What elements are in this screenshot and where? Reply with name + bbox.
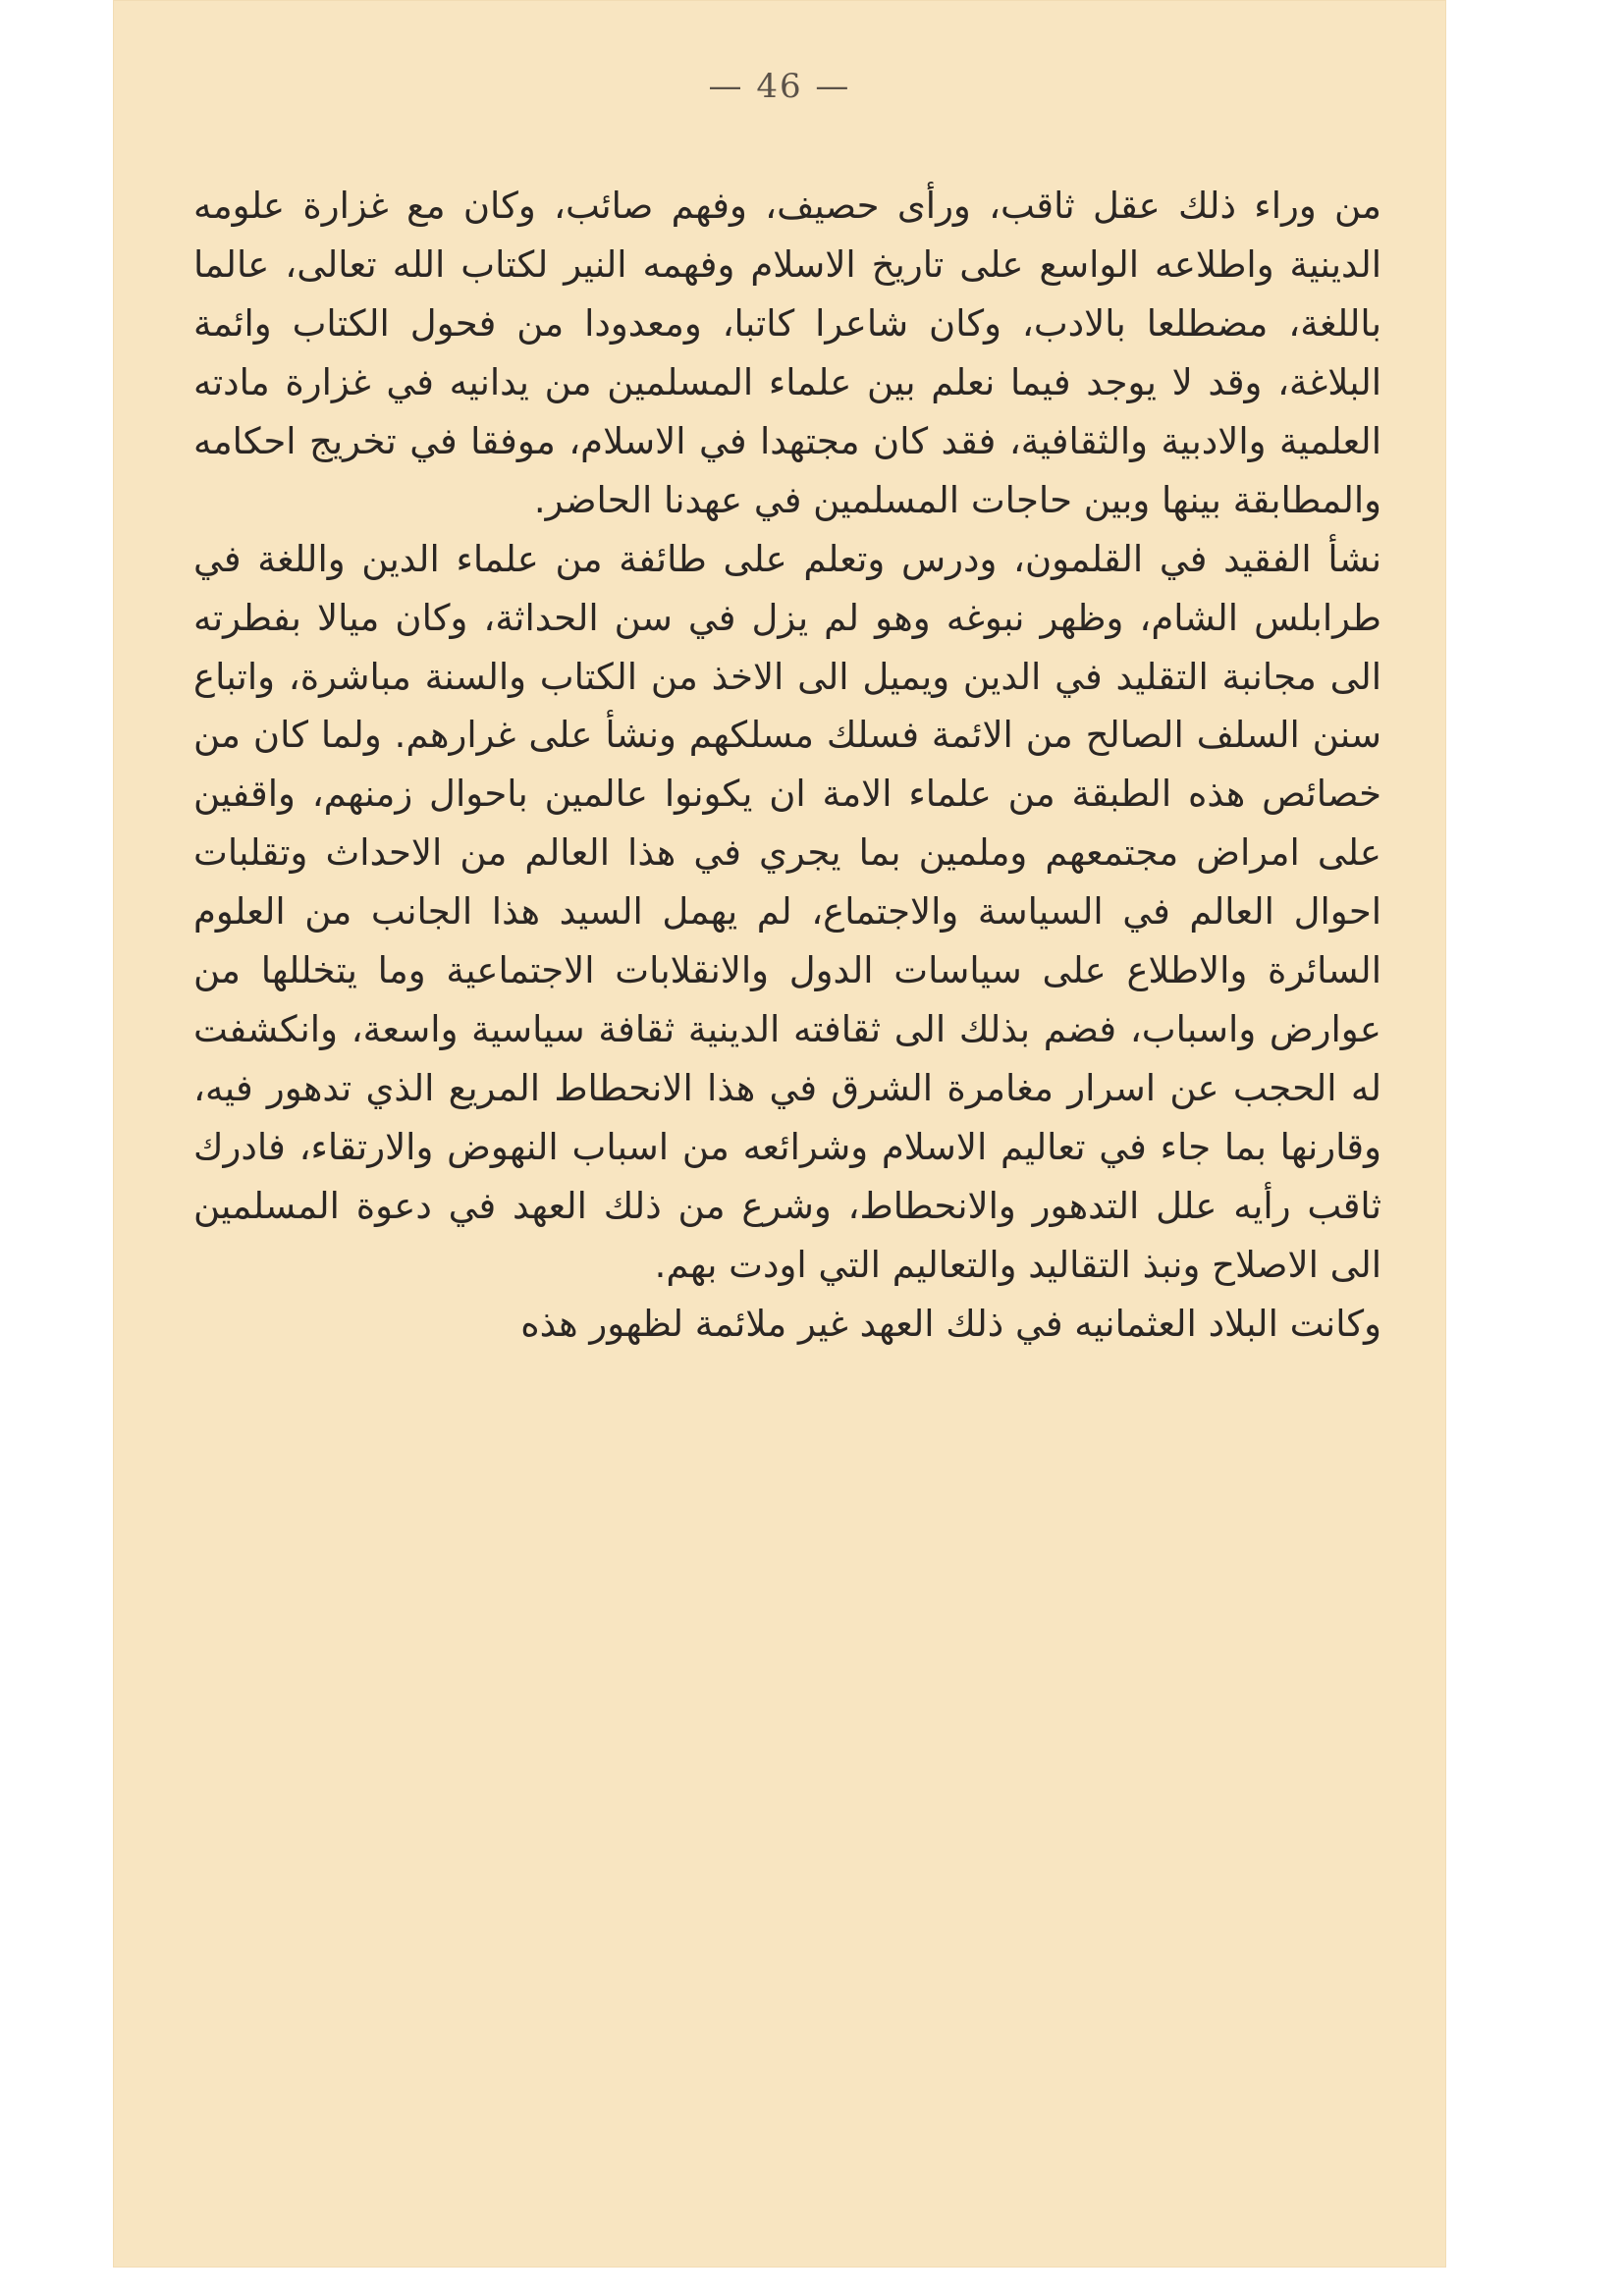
paragraph-3: وكانت البلاد العثمانيه في ذلك العهد غير ملائمة لظهور هذه xyxy=(520,1302,1381,1345)
book-page xyxy=(113,0,1446,2268)
body-text xyxy=(193,177,1381,1354)
page-number: — 46 — xyxy=(708,67,851,106)
paragraph-2: نشأ الفقيد في القلمون، ودرس وتعلم على طائفة من علماء الدين واللغة في طرابلس الشام، وظهر نبوغه وهو لم يزل في سن الحداثة، وكان ميالا بفطرته الى مجانبة التقليد في الدين ويميل الى الاخذ من الكتاب والسنة مباشرة، واتباع سنن السلف الصالح من الائمة فسلك مسلكهم ونشأ على غرارهم. ولما كان من خصائص هذه الطبقة من علماء الامة ان يكونوا عالمين باحوال زمنهم، واقفين على امراض مجتمعهم وملمين بما يجري في هذا العالم من الاحداث وتقلبات احوال العالم في السياسة والاجتماع، لم يهمل السيد هذا الجانب من العلوم السائرة والاطلاع على سياسات الدول والانقلابات الاجتماعية وما يتخللها من عوارض واسباب، فضم بذلك الى ثقافته الدينية ثقافة سياسية واسعة، وانكشفت له الحجب عن اسرار مغامرة الشرق في هذا الانحطاط المريع الذي تدهور فيه، وقارنها بما جاء في تعاليم الاسلام وشرائعه من اسباب النهوض والارتقاء، فادرك ثاقب رأيه علل التدهور والانحطاط، وشرع من ذلك العهد في دعوة المسلمين الى الاصلاح ونبذ التقاليد والتعاليم التي اودت بهم. xyxy=(193,537,1381,1286)
paragraph-1: من وراء ذلك عقل ثاقب، ورأى حصيف، وفهم صائب، وكان مع غزارة علومه الدينية واطلاعه الواسع على تاريخ الاسلام وفهمه النير لكتاب الله تعالى، عالما باللغة، مضطلعا بالادب، وكان شاعرا كاتبا، ومعدودا من فحول الكتاب وائمة البلاغة، وقد لا يوجد فيما نعلم بين علماء المسلمين من يدانيه في غزارة مادته العلمية والادبية والثقافية، فقد كان مجتهدا في الاسلام، موفقا في تخريج احكامه والمطابقة بينها وبين حاجات المسلمين في عهدنا الحاضر. xyxy=(193,185,1381,521)
